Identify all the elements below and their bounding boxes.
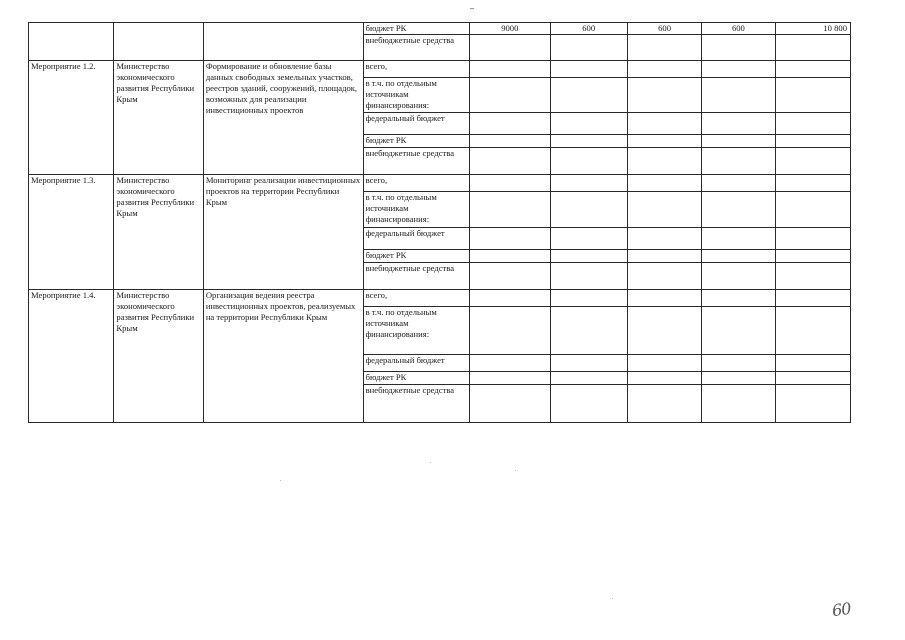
source-cell: внебюджетные средства bbox=[363, 385, 470, 423]
source-cell: в т.ч. по отдельным источникам финансирования: bbox=[363, 192, 470, 228]
scan-artifact bbox=[470, 8, 474, 9]
source-cell: бюджет РК bbox=[363, 135, 470, 148]
source-cell: федеральный бюджет bbox=[363, 228, 470, 250]
financing-table bbox=[28, 22, 851, 423]
value-cell bbox=[775, 35, 850, 61]
value-cell bbox=[702, 35, 775, 61]
scan-speck bbox=[430, 462, 431, 463]
source-cell: федеральный бюджет bbox=[363, 355, 470, 372]
source-cell: бюджет РК bbox=[363, 372, 470, 385]
source-cell: всего, bbox=[363, 61, 470, 78]
value-cell: 600 bbox=[627, 23, 701, 35]
table-row bbox=[29, 23, 851, 35]
source-cell: федеральный бюджет bbox=[363, 113, 470, 135]
source-cell: внебюджетные средства bbox=[363, 148, 470, 175]
source-cell: внебюджетные средства bbox=[363, 263, 470, 290]
source-cell: всего, bbox=[363, 175, 470, 192]
executor-cell bbox=[114, 23, 203, 61]
value-cell bbox=[627, 35, 701, 61]
executor-cell: Министерство экономического развития Республики Крым bbox=[114, 290, 203, 423]
activity-id-cell: Мероприятие 1.3. bbox=[29, 175, 114, 290]
description-cell: Формирование и обновление базы данных свободных земельных участков, реестров зданий, сооружений, площадок, возможных для реализации инвестиционных проектов bbox=[203, 61, 363, 175]
source-cell: внебюджетные средства bbox=[363, 35, 470, 61]
value-cell bbox=[550, 35, 627, 61]
activity-id-cell: Мероприятие 1.2. bbox=[29, 61, 114, 175]
value-cell-total: 10 800 bbox=[775, 23, 850, 35]
value-cell: 600 bbox=[702, 23, 775, 35]
source-cell: бюджет РК bbox=[363, 250, 470, 263]
executor-cell: Министерство экономического развития Республики Крым bbox=[114, 175, 203, 290]
description-cell: Мониторинг реализации инвестиционных проектов на территории Республики Крым bbox=[203, 175, 363, 290]
description-cell: Организация ведения реестра инвестиционных проектов, реализуемых на территории Республики Крым bbox=[203, 290, 363, 423]
table-row bbox=[29, 175, 851, 192]
value-cell: 600 bbox=[550, 23, 627, 35]
executor-cell: Министерство экономического развития Республики Крым bbox=[114, 61, 203, 175]
description-cell bbox=[203, 23, 363, 61]
source-cell: всего, bbox=[363, 290, 470, 307]
table-row bbox=[29, 290, 851, 307]
table-row bbox=[29, 61, 851, 78]
source-cell: в т.ч. по отдельным источникам финансирования: bbox=[363, 78, 470, 113]
scan-speck bbox=[612, 598, 613, 599]
handwritten-page-number: 60 bbox=[830, 598, 852, 621]
scan-speck bbox=[280, 480, 281, 481]
scan-speck bbox=[515, 470, 516, 471]
value-cell: 9000 bbox=[470, 23, 550, 35]
activity-id-cell bbox=[29, 23, 114, 61]
value-cell bbox=[470, 35, 550, 61]
source-cell: бюджет РК bbox=[363, 23, 470, 35]
source-cell: в т.ч. по отдельным источникам финансирования: bbox=[363, 307, 470, 355]
activity-id-cell: Мероприятие 1.4. bbox=[29, 290, 114, 423]
